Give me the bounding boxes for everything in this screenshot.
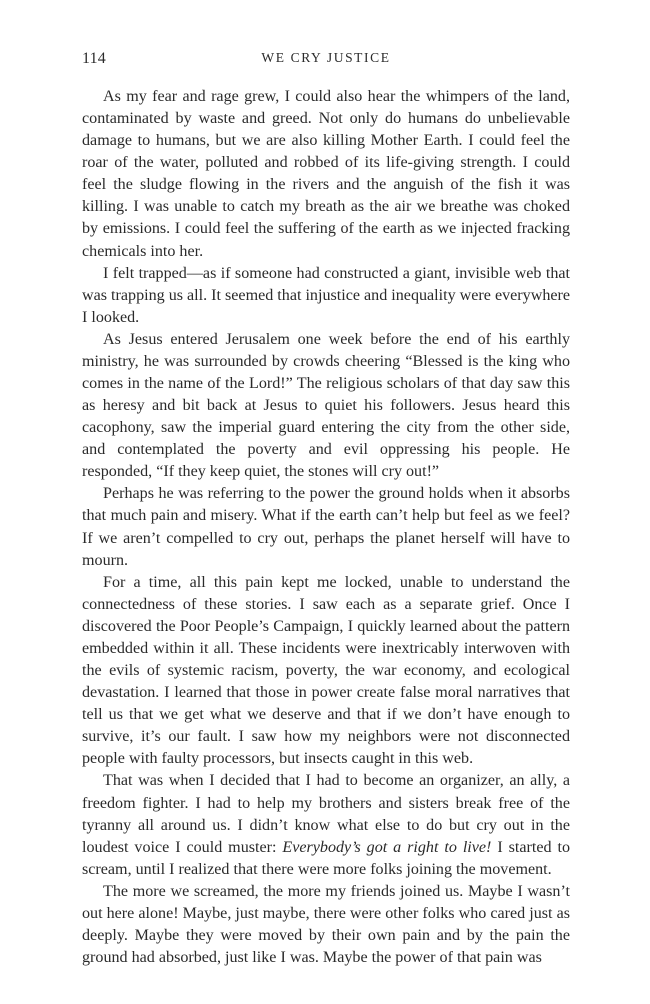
- paragraph: I felt trapped—as if someone had constructed a giant, invisible web that was trapping us all. It seemed that injustice and inequality were everywhere I looked.: [82, 264, 571, 326]
- body-text: [82, 86, 570, 969]
- paragraph: For a time, all this pain kept me locked, unable to understand the connectedness of these stories. I saw each as a separate grief. Once I discovered the Poor People’s Campaign, I quickly learned about the pattern embedded within it all. These incidents were inextricably interwoven with the evils of systemic racism, poverty, the war economy, and ecological devastation. I learned that those in power create false moral narratives that tell us that we get what we deserve and that if we don’t have enough to survive, it’s our fault. I saw how my neighbors were not disconnected people with faulty processors, but insects caught in this web.: [82, 573, 570, 768]
- paragraph: As Jesus entered Jerusalem one week before the end of his earthly ministry, he was surrounded by crowds cheering “Blessed is the king who comes in the name of the Lord!” The religious scholars of that day saw this as heresy and bit back at Jesus to quiet his followers. Jesus heard this cacophony, saw the imperial guard entering the city from the other side, and contemplated the poverty and evil oppressing his people. He responded, “If they keep quiet, the stones will cry out!”: [82, 330, 570, 481]
- page-number: 114: [82, 50, 107, 67]
- paragraph-text: That was when I decided that I had to become an organizer, an ally, a freedom fighter. I had to help my brothers and sisters break free of the tyranny all around us. I didn’t know what else to do but cry out in the loudest voice I could muster:: [82, 772, 570, 856]
- italic-quote: Everybody’s got a right to live!: [282, 838, 492, 856]
- paragraph: [82, 770, 570, 880]
- paragraph: As my fear and rage grew, I could also hear the whimpers of the land, contaminated by waste and greed. Not only do humans do unbelievable damage to humans, but we are also killing Mother Earth. I could feel the roar of the water, polluted and robbed of its life-giving strength. I could feel the sludge flowing in the rivers and the anguish of the fish it was killing. I was unable to catch my breath as the air we breathe was choked by emissions. I could feel the suffering of the earth as we injected fracking chemicals into her.: [82, 88, 570, 260]
- running-title: WE CRY JUSTICE: [261, 50, 391, 65]
- paragraph-text: I started to scream, until I realized that there were more folks joining the movement.: [82, 838, 570, 878]
- paragraph: Perhaps he was referring to the power the ground holds when it absorbs that much pain and misery. What if the earth can’t help but feel as we feel? If we aren’t compelled to cry out, perhaps the planet herself will have to mourn.: [82, 485, 570, 569]
- page-header: [82, 50, 570, 72]
- paragraph: The more we screamed, the more my friends joined us. Maybe I wasn’t out here alone! Maybe, just maybe, there were other folks who cared just as deeply. Maybe they were moved by their own pain and by the pain the ground had absorbed, just like I was. Maybe the power of that pain was: [82, 882, 570, 967]
